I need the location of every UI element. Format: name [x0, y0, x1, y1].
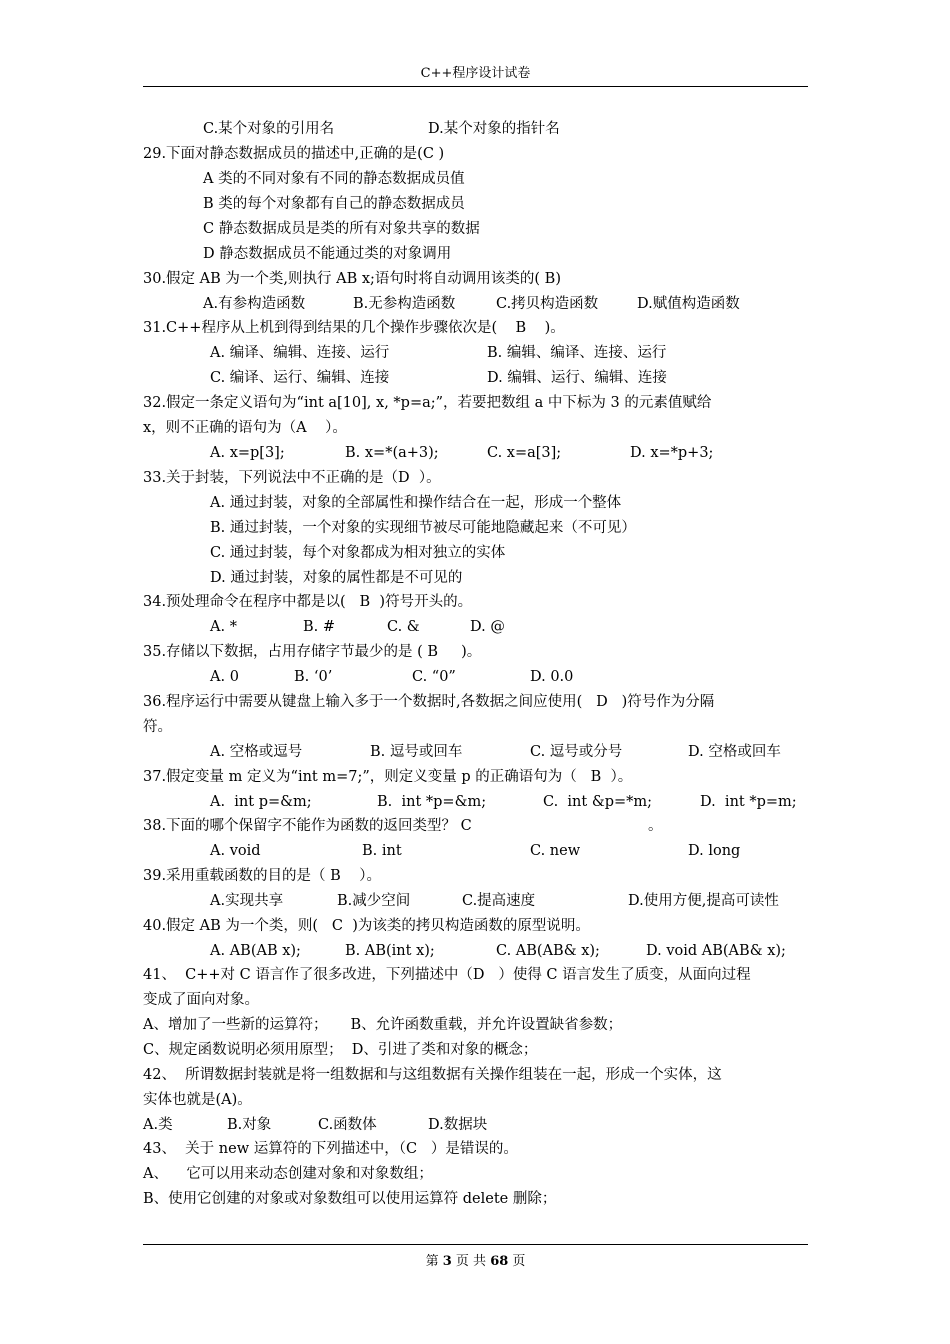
- question-32: 32.假定一条定义语句为“int a[10], x, *p=a;”，若要把数组 a 中下标为 3 的元素值赋给: [143, 395, 712, 411]
- option-b: B 类的每个对象都有自己的静态数据成员: [203, 196, 465, 212]
- question-38: 38.下面的哪个保留字不能作为函数的返回类型？ C: [143, 818, 472, 834]
- question-42: 42、 所谓数据封装就是将一组数据和与这组数据有关操作组装在一起，形成一个实体，这: [143, 1067, 722, 1083]
- question-31: 31.C++程序从上机到得到结果的几个操作步骤依次是( B )。: [143, 320, 565, 336]
- option-b: B. int: [362, 843, 402, 859]
- question-36: 36.程序运行中需要从键盘上输入多于一个数据时,各数据之间应使用( D )符号作为分隔: [143, 694, 715, 710]
- option-d: D. 空格或回车: [688, 744, 781, 760]
- option-d: D. 0.0: [530, 669, 574, 685]
- option-row: [0, 741, 950, 763]
- option-d: D.某个对象的指针名: [428, 121, 560, 137]
- option-c: C. 通过封装，每个对象都成为相对独立的实体: [210, 545, 506, 561]
- option-a: A. x=p[3];: [210, 445, 285, 461]
- option-a: A、 它可以用来动态创建对象和对象数组；: [143, 1166, 433, 1182]
- option-a: A. AB(AB x);: [210, 943, 301, 959]
- option-c: C. AB(AB& x);: [496, 943, 600, 959]
- option-row: [0, 442, 950, 464]
- question-30: 30.假定 AB 为一个类,则执行 AB x;语句时将自动调用该类的( B): [143, 271, 561, 287]
- option-b: B.无参构造函数: [353, 296, 456, 312]
- option-d: D. @: [470, 619, 505, 635]
- option-c: C. “0”: [412, 669, 456, 685]
- option-a: A. int p=&m;: [210, 794, 312, 810]
- footer-mid: 页 共: [455, 1254, 487, 1269]
- option-c: C 静态数据成员是类的所有对象共享的数据: [203, 221, 480, 237]
- option-b: B. x=*(a+3);: [345, 445, 439, 461]
- question-34: 34.预处理命令在程序中都是以( B )符号开头的。: [143, 594, 473, 610]
- option-d: D. long: [688, 843, 741, 859]
- option-a: A 类的不同对象有不同的静态数据成员值: [203, 171, 465, 187]
- option-d: D. x=*p+3;: [630, 445, 714, 461]
- question-35: 35.存储以下数据，占用存储字节最少的是 ( B )。: [143, 644, 482, 660]
- question-37: 37.假定变量 m 定义为“int m=7;”，则定义变量 p 的正确语句为（ B ）。: [143, 769, 633, 785]
- footer-pre: 第: [425, 1254, 439, 1269]
- question-36-continued: 符。: [143, 719, 172, 735]
- option-b: B. 逗号或回车: [370, 744, 463, 760]
- option-b: B.减少空间: [337, 893, 411, 909]
- option-row: [0, 666, 950, 688]
- option-a: A.实现共享: [210, 893, 284, 909]
- page-total: 68: [490, 1254, 509, 1269]
- option-c: C. 逗号或分号: [530, 744, 623, 760]
- option-b: B. AB(int x);: [345, 943, 435, 959]
- question-43: 43、 关于 new 运算符的下列描述中，（C ）是错误的。: [143, 1141, 518, 1157]
- option-d: D.数据块: [428, 1117, 488, 1133]
- option-a: A. 编译、编辑、连接、运行: [210, 345, 390, 361]
- option-d: D.使用方便,提高可读性: [628, 893, 779, 909]
- option-b: B. ‘0’: [294, 669, 333, 685]
- option-a: A. 通过封装，对象的全部属性和操作结合在一起，形成一个整体: [210, 495, 622, 511]
- option-c: C. new: [530, 843, 581, 859]
- option-c: C. x=a[3];: [487, 445, 562, 461]
- option-row: [0, 840, 950, 862]
- option-c: C.拷贝构造函数: [496, 296, 599, 312]
- option-d: D 静态数据成员不能通过类的对象调用: [203, 246, 452, 262]
- option-b: B. 编辑、编译、连接、运行: [487, 345, 667, 361]
- option-a: A. void: [210, 843, 261, 859]
- question-41: 41、 C++对 C 语言作了很多改进，下列描述中（D ）使得 C 语言发生了质变，从面向过程: [143, 967, 751, 983]
- option-row: [0, 1114, 950, 1136]
- option-row: [0, 293, 950, 315]
- option-b: B. 通过封装，一个对象的实现细节被尽可能地隐藏起来（不可见）: [210, 520, 636, 536]
- option-a: A. *: [210, 619, 237, 635]
- option-b: B、使用它创建的对象或对象数组可以使用运算符 delete 删除；: [143, 1191, 557, 1207]
- question-41-continued: 变成了面向对象。: [143, 992, 259, 1008]
- option-d: D. 编辑、运行、编辑、连接: [487, 370, 667, 386]
- option-b: B. int *p=&m;: [377, 794, 487, 810]
- option-row: [0, 616, 950, 638]
- option-a: A. 0: [210, 669, 239, 685]
- option-a: A.有参构造函数: [203, 296, 306, 312]
- question-39: 39.采用重载函数的目的是（ B ）。: [143, 868, 382, 884]
- question-40: 40.假定 AB 为一个类，则( C )为该类的拷贝构造函数的原型说明。: [143, 918, 590, 934]
- option-a: A.类: [143, 1117, 173, 1133]
- option-b: B. #: [303, 619, 336, 635]
- option-d: D. int *p=m;: [700, 794, 797, 810]
- question-32-continued: x，则不正确的语句为（A ）。: [143, 420, 347, 436]
- option-row: [0, 940, 950, 962]
- option-d: D. 通过封装，对象的属性都是不可见的: [210, 570, 463, 586]
- option-d: D.赋值构造函数: [637, 296, 740, 312]
- option-b: B.对象: [227, 1117, 272, 1133]
- options-cd: C、规定函数说明必须用原型； D、引进了类和对象的概念；: [143, 1042, 538, 1058]
- question-38-end: 。: [648, 818, 663, 834]
- option-c: C.某个对象的引用名: [203, 121, 335, 137]
- page-header: C++程序设计试卷: [420, 66, 531, 81]
- question-42-continued: 实体也就是(A)。: [143, 1092, 252, 1108]
- option-row: [0, 791, 950, 813]
- option-row: [0, 118, 950, 140]
- question-29: 29.下面对静态数据成员的描述中,正确的是(C ): [143, 146, 445, 162]
- options-ab: A、增加了一些新的运算符； B、允许函数重载，并允许设置缺省参数；: [143, 1017, 623, 1033]
- page-number: 3: [442, 1254, 452, 1269]
- footer-post: 页: [512, 1254, 526, 1269]
- option-row: [0, 342, 950, 364]
- option-row: [0, 890, 950, 912]
- header-rule: [143, 86, 808, 87]
- option-c: C. &: [387, 619, 420, 635]
- option-c: C.提高速度: [462, 893, 536, 909]
- option-row: [0, 367, 950, 389]
- footer-rule: [143, 1244, 808, 1245]
- option-c: C. 编译、运行、编辑、连接: [210, 370, 390, 386]
- option-d: D. void AB(AB& x);: [646, 943, 786, 959]
- option-c: C. int &p=*m;: [543, 794, 653, 810]
- option-a: A. 空格或逗号: [210, 744, 303, 760]
- option-c: C.函数体: [318, 1117, 377, 1133]
- question-33: 33.关于封装，下列说法中不正确的是（D ）。: [143, 470, 441, 486]
- page-footer: [143, 1250, 808, 1269]
